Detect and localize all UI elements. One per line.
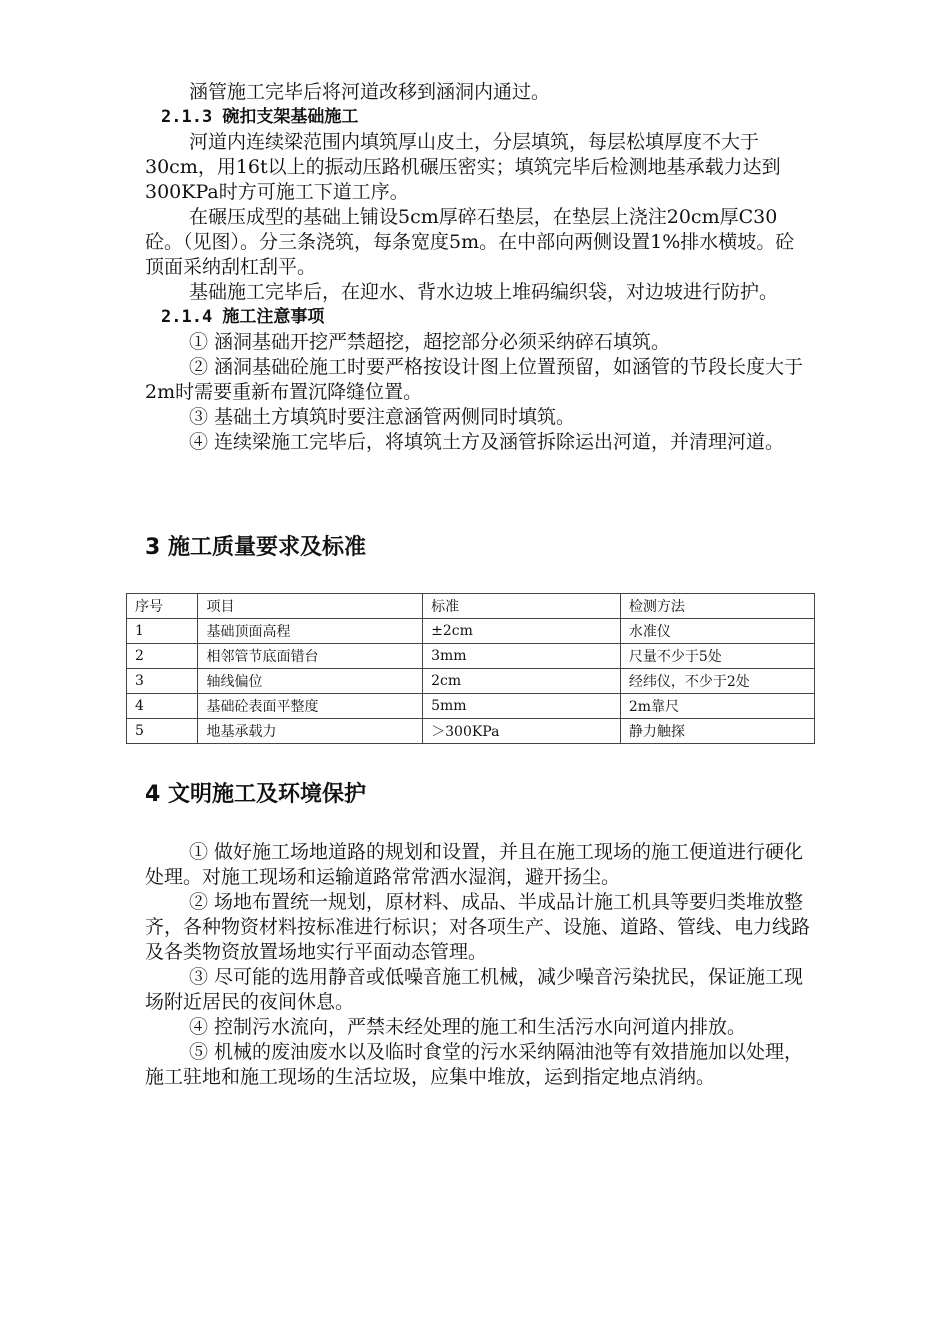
paragraph-slope-protection: 基础施工完毕后，在迎水、背水边坡上堆码编织袋，对边坡进行防护。 [189,281,779,303]
precaution-item: ① 涵洞基础开挖严禁超挖，超挖部分必须采纳碎石填筑。 [189,331,671,353]
table-cell: 4 [127,694,198,719]
section-heading-4: 4 文明施工及环境保护 [145,782,366,807]
table-cell: 5mm [423,694,621,719]
quality-standards-table [126,593,815,744]
environment-item: ① 做好施工场地道路的规划和设置，并且在施工现场的施工便道进行硬化处理。对施工现场和运输道路常常洒水湿润，避开扬尘。 [145,841,804,888]
table-row [127,719,815,744]
table-cell: 3mm [423,644,621,669]
environment-item: ③ 尽可能的选用静音或低噪音施工机械，减少噪音污染扰民，保证施工现场附近居民的夜间休息。 [145,966,804,1013]
table-cell: ±2cm [423,619,621,644]
table-cell: 基础砼表面平整度 [198,694,423,719]
table-cell: 地基承载力 [198,719,423,744]
precaution-item: ③ 基础土方填筑时要注意涵管两侧同时填筑。 [189,406,576,428]
precaution-item: ④ 连续梁施工完毕后，将填筑土方及涵管拆除运出河道，并清理河道。 [189,431,785,453]
table-cell: ＞300KPa [423,719,621,744]
table-cell: 2m靠尺 [620,694,814,719]
table-header-cell: 项目 [198,594,423,619]
section-heading-2-1-4: 2.1.4 施工注意事项 [161,307,325,327]
table-cell: 相邻管节底面错台 [198,644,423,669]
paragraph-fill: 河道内连续梁范围内填筑厚山皮土，分层填筑，每层松填厚度不大于30cm，用16t以上的振动压路机碾压密实；填筑完毕后检测地基承载力达到300KPa时方可施工下道工序。 [145,131,781,203]
table-row [127,694,815,719]
table-cell: 经纬仪，不少于2处 [620,669,814,694]
table-cell: 2 [127,644,198,669]
table-row [127,619,815,644]
table-cell: 尺量不少于5处 [620,644,814,669]
table-cell: 3 [127,669,198,694]
precaution-item: ② 涵洞基础砼施工时要严格按设计图上位置预留，如涵管的节段长度大于2m时需要重新布置沉降缝位置。 [145,356,804,403]
table-cell: 水准仪 [620,619,814,644]
section-heading-3: 3 施工质量要求及标准 [145,535,366,560]
environment-item: ② 场地布置统一规划，原材料、成品、半成品计施工机具等要归类堆放整齐，各种物资材料按标准进行标识；对各项生产、设施、道路、管线、电力线路及各类物资放置场地实行平面动态管理。 [145,891,811,963]
table-header-cell: 序号 [127,594,198,619]
section-heading-2-1-3: 2.1.3 碗扣支架基础施工 [161,107,359,127]
table-header-cell: 标准 [423,594,621,619]
table-cell: 基础顶面高程 [198,619,423,644]
intro-paragraph: 涵管施工完毕后将河道改移到涵洞内通过。 [189,81,551,103]
table-row [127,644,815,669]
table-row [127,669,815,694]
section-4-content [145,840,810,1090]
environment-item: ④ 控制污水流向，严禁未经处理的施工和生活污水向河道内排放。 [189,1016,747,1038]
table-header-row [127,594,815,619]
environment-item: ⑤ 机械的废油废水以及临时食堂的污水采纳隔油池等有效措施加以处理， 施工驻地和施工现场的生活垃圾，应集中堆放，运到指定地点消纳。 [145,1041,804,1088]
table-header-cell: 检测方法 [620,594,814,619]
table-cell: 静力触探 [620,719,814,744]
paragraph-gravel-cushion: 在碾压成型的基础上铺设5cm厚碎石垫层，在垫层上浇注20cm厚C30砼。（见图）。分三条浇筑，每条宽度5m。在中部向两侧设置1%排水横坡。砼顶面采纳刮杠刮平。 [145,206,795,278]
table-cell: 5 [127,719,198,744]
table-cell: 轴线偏位 [198,669,423,694]
section-2-1-3 [145,80,810,455]
table-cell: 2cm [423,669,621,694]
table-cell: 1 [127,619,198,644]
